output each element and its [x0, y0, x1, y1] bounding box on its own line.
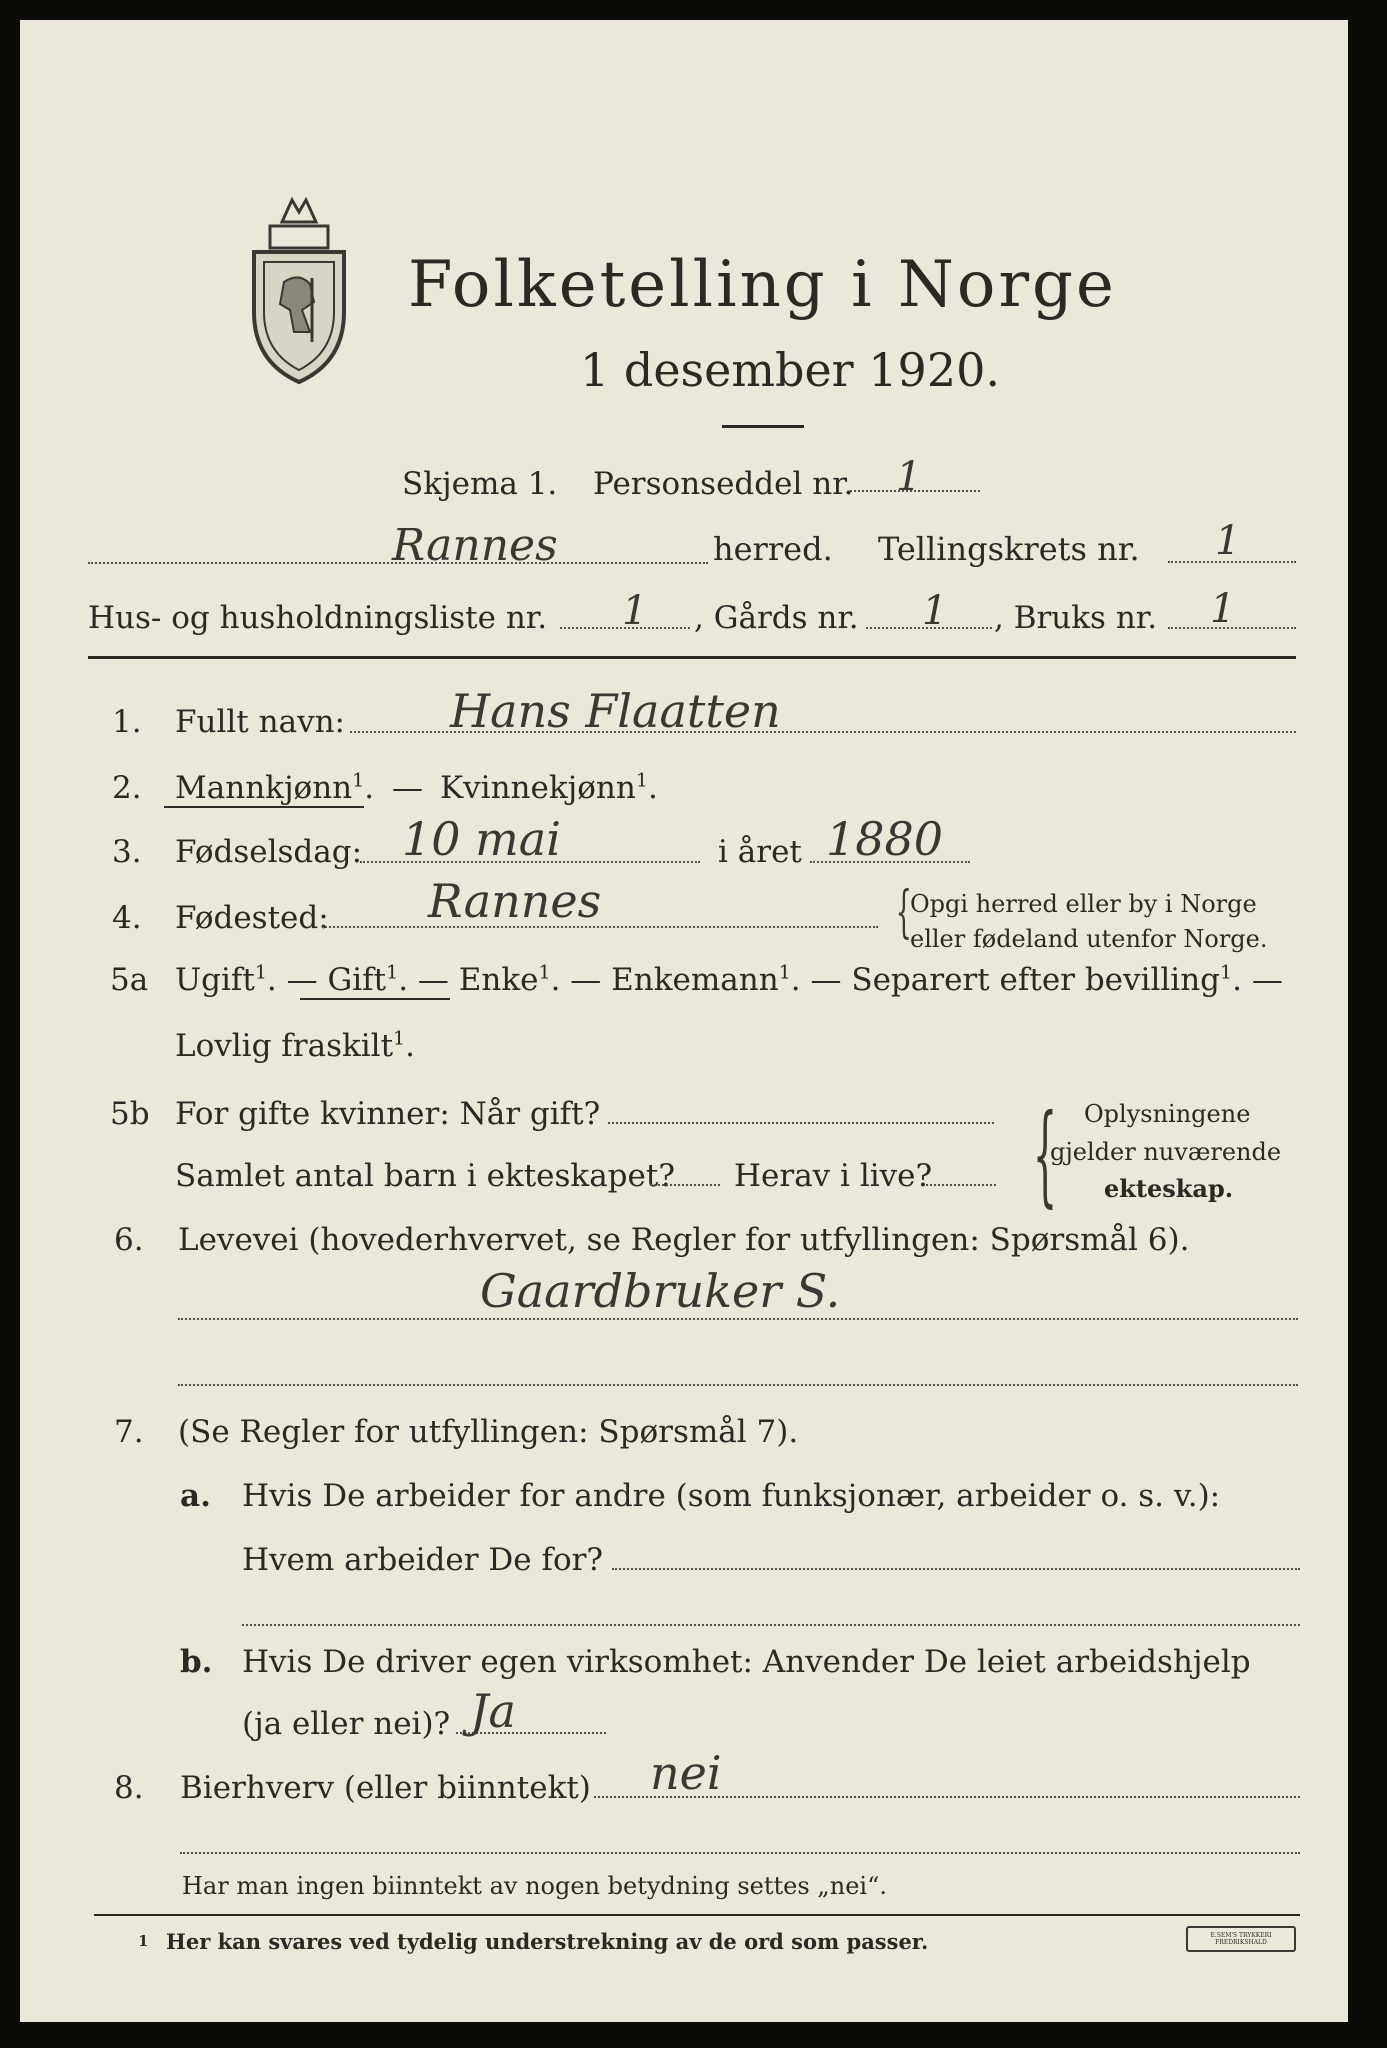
status-lovlig: Lovlig fraskilt — [175, 1028, 394, 1064]
printer-stamp — [1186, 1926, 1296, 1952]
employer-line-1 — [612, 1568, 1300, 1570]
marital-status-options: Ugift$^1$. — Gift$^1$. — Enke$^1$. — Enkemann$^1$. — Separert efter bevilling$^1$. — — [175, 961, 1283, 998]
children-alive-label: Herav i live? — [734, 1158, 933, 1194]
hired-help-label: (ja eller nei)? — [242, 1706, 451, 1742]
q1-number: 1. — [112, 704, 142, 740]
q7-label: (Se Regler for utfyllingen: Spørsmål 7). — [178, 1414, 799, 1450]
hired-help-value: Ja — [470, 1684, 516, 1738]
birthyear-label: i året — [718, 834, 802, 870]
married-when-label: For gifte kvinner: Når gift? — [175, 1096, 601, 1132]
title-divider — [722, 425, 804, 428]
q7-number: 7. — [114, 1414, 144, 1450]
q8-number: 8. — [114, 1770, 144, 1806]
birthyear-value: 1880 — [826, 812, 944, 866]
footnote: Her kan svares ved tydelig understrekning av de ord som passer. — [166, 1929, 929, 1954]
children-count-line — [650, 1184, 720, 1186]
husholdningsliste-label: Hus- og husholdningsliste nr. — [88, 600, 548, 636]
sex-female-text: Kvinnekjønn — [440, 770, 636, 806]
occupation-value: Gaardbruker S. — [480, 1264, 841, 1318]
marriage-note-line2: gjelder nuværende — [1050, 1138, 1282, 1166]
status-enke: Enke — [458, 962, 539, 998]
children-count-label: Samlet antal barn i ekteskapet? — [175, 1158, 675, 1194]
herred-label: herred. — [713, 530, 833, 568]
gards-label: , Gårds nr. — [694, 600, 859, 636]
q5b-number: 5b — [110, 1096, 150, 1132]
occupation-line-1 — [178, 1318, 1298, 1320]
q7a-line1: Hvis De arbeider for andre (som funksjonær, arbeider o. s. v.): — [242, 1478, 1221, 1514]
bruks-label: , Bruks nr. — [994, 600, 1158, 636]
marriage-note-line3: ekteskap. — [1104, 1174, 1234, 1203]
header-divider — [88, 656, 1296, 659]
employer-line-2 — [242, 1624, 1300, 1626]
status-lovlig-line: Lovlig fraskilt$^1$. — [175, 1027, 415, 1064]
birthplace-label: Fødested: — [175, 900, 329, 936]
q3-number: 3. — [112, 834, 142, 870]
status-separert: Separert efter bevilling — [851, 962, 1221, 998]
male-underline — [164, 806, 364, 808]
full-name-label: Fullt navn: — [175, 704, 345, 740]
q5a-number: 5a — [110, 962, 149, 998]
full-name-value: Hans Flaatten — [450, 684, 781, 738]
norwegian-coat-of-arms-icon — [244, 192, 354, 388]
birthdate-value: 10 mai — [402, 812, 561, 866]
sex-male: Mannkjønn$^1$. — [175, 769, 375, 806]
q7a-letter: a. — [180, 1478, 211, 1514]
employer-label: Hvem arbeider De for? — [242, 1542, 604, 1578]
sex-male-text: Mannkjønn — [175, 770, 353, 806]
marriage-note-line1: Oplysningene — [1084, 1100, 1251, 1128]
status-ugift: Ugift — [175, 962, 255, 998]
husholdningsliste-number: 1 — [622, 588, 648, 634]
tellingskrets-label: Tellingskrets nr. — [878, 530, 1140, 568]
q7b-letter: b. — [180, 1644, 213, 1680]
birthplace-value: Rannes — [428, 874, 602, 928]
occupation-line-2 — [178, 1384, 1298, 1386]
herred-value: Rannes — [392, 520, 558, 571]
status-gift: Gift — [327, 962, 387, 998]
occupation-label: Levevei (hovederhvervet, se Regler for utfyllingen: Spørsmål 6). — [178, 1222, 1190, 1258]
status-enkemann: Enkemann — [611, 962, 779, 998]
married-when-line — [608, 1122, 994, 1124]
marriage-note-brace: { — [1032, 1090, 1058, 1218]
personseddel-number: 1 — [896, 454, 922, 500]
census-date: 1 desember 1920. — [580, 343, 1000, 397]
footnote-mark: 1 — [138, 1932, 149, 1950]
bruks-number: 1 — [1210, 586, 1236, 632]
side-income-label: Bierhverv (eller biinntekt) — [180, 1770, 591, 1806]
birthplace-note-line2: eller fødeland utenfor Norge. — [910, 925, 1268, 953]
q7b-line1: Hvis De driver egen virksomhet: Anvender De leiet arbeidshjelp — [242, 1644, 1251, 1680]
side-income-line-2 — [180, 1852, 1300, 1854]
printer-stamp-text: E.SEM'S TRYKKERI FREDRIKSHALD — [1210, 1932, 1272, 1946]
q4-number: 4. — [112, 900, 142, 936]
gards-number: 1 — [922, 588, 948, 634]
sex-dash: — — [392, 770, 423, 806]
birthplace-note-line1: Opgi herred eller by i Norge — [910, 890, 1257, 918]
q6-number: 6. — [114, 1222, 144, 1258]
form-title: Folketelling i Norge — [408, 248, 1117, 322]
nei-note: Har man ingen biinntekt av nogen betydning settes „nei“. — [182, 1872, 887, 1900]
footnote-divider — [94, 1914, 1300, 1916]
birthplace-note-brace: { — [895, 880, 912, 945]
side-income-value: nei — [650, 1746, 722, 1800]
birthdate-label: Fødselsdag: — [175, 834, 363, 870]
children-alive-line — [926, 1184, 996, 1186]
tellingskrets-number: 1 — [1215, 518, 1241, 564]
q2-number: 2. — [112, 770, 142, 806]
skjema-label: Skjema 1. — [402, 466, 558, 502]
personseddel-label: Personseddel nr. — [593, 466, 854, 502]
gift-underline — [300, 998, 450, 1000]
sex-female: Kvinnekjønn$^1$. — [440, 769, 658, 806]
